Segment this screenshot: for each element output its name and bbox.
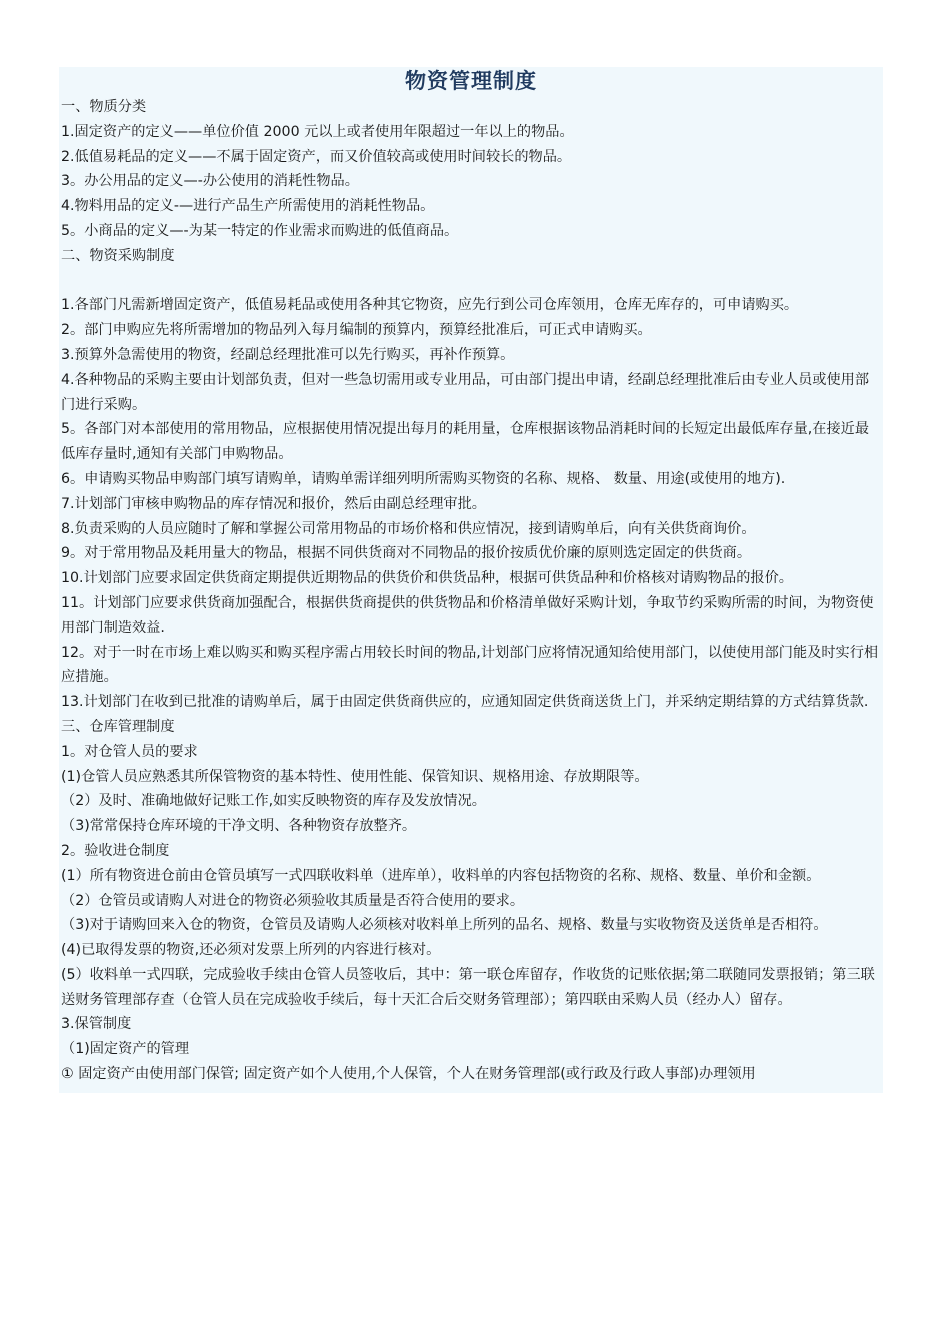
paragraph: 1。对仓管人员的要求 xyxy=(61,743,198,760)
paragraph: 6。申请购买物品申购部门填写请购单，请购单需详细列明所需购买物资的名称、规格、 数量、用途(或使用的地方). xyxy=(61,470,786,487)
document-body xyxy=(59,67,883,1093)
paragraph: （2）及时、准确地做好记账工作,如实反映物资的库存及发放情况。 xyxy=(61,793,486,810)
paragraph-section-2-heading: 二、物资采购制度 xyxy=(61,247,175,264)
paragraph: （1)固定资产的管理 xyxy=(61,1041,190,1058)
paragraph: 5。小商品的定义—-为某一特定的作业需求而购进的低值商品。 xyxy=(61,222,459,239)
paragraph: (1)仓管人员应熟悉其所保管物资的基本特性、使用性能、保管知识、规格用途、存放期限等。 xyxy=(61,768,649,785)
blank-line xyxy=(59,269,883,294)
paragraph: 2.低值易耗品的定义——不属于固定资产，而又价值较高或使用时间较长的物品。 xyxy=(61,148,572,165)
paragraph: ① 固定资产由使用部门保管; 固定资产如个人使用,个人保管，个人在财务管理部(或行政及行政人事部)办理领用 xyxy=(61,1066,756,1083)
paragraph: 7.计划部门审核申购物品的库存情况和报价，然后由副总经理审批。 xyxy=(61,495,486,512)
paragraph: 2。验收进仓制度 xyxy=(61,842,170,859)
paragraph: （3)常常保持仓库环境的干净文明、各种物资存放整齐。 xyxy=(61,818,417,835)
paragraph-section-3-heading: 三、仓库管理制度 xyxy=(61,718,175,735)
paragraph: 11。计划部门应要求供货商加强配合，根据供货商提供的供货物品和价格清单做好采购计划，争取节约采购所需的时间，为物资使用部门制造效益. xyxy=(61,594,874,636)
paragraph: 3.保管制度 xyxy=(61,1016,132,1033)
paragraph-section-1-heading: 一、物质分类 xyxy=(61,99,147,115)
paragraph: 3.预算外急需使用的物资，经副总经理批准可以先行购买，再补作预算。 xyxy=(61,346,515,363)
paragraph: 8.负责采购的人员应随时了解和掌握公司常用物品的市场价格和供应情况，接到请购单后，向有关供货商询价。 xyxy=(61,520,756,537)
paragraph: (1）所有物资进仓前由仓管员填写一式四联收料单（进库单），收料单的内容包括物资的名称、规格、数量、单价和金额。 xyxy=(61,867,821,884)
paragraph: 4.各种物品的采购主要由计划部负责，但对一些急切需用或专业用品，可由部门提出申请，经副总经理批准后由专业人员或使用部门进行采购。 xyxy=(61,371,870,413)
paragraph: 1.各部门凡需新增固定资产，低值易耗品或使用各种其它物资，应先行到公司仓库领用，仓库无库存的，可申请购买。 xyxy=(61,297,799,314)
paragraph: (4)已取得发票的物资,还必须对发票上所列的内容进行核对。 xyxy=(61,942,441,959)
paragraph: 9。对于常用物品及耗用量大的物品，根据不同供货商对不同物品的报价按质优价廉的原则选定固定的供货商。 xyxy=(61,545,752,562)
paragraph: 13.计划部门在收到已批准的请购单后，属于由固定供货商供应的，应通知固定供货商送货上门，并采纳定期结算的方式结算货款. xyxy=(61,694,869,711)
paragraph: 10.计划部门应要求固定供货商定期提供近期物品的供货价和供货品种，根据可供货品种和价格核对请购物品的报价。 xyxy=(61,570,793,587)
paragraph: (5）收料单一式四联，完成验收手续由仓管人员签收后，其中：第一联仓库留存，作收货的记账依据;第二联随同发票报销；第三联送财务管理部存查（仓管人员在完成验收手续后，每十天汇合后交财务管理部）；第四联由采购人员（经办人）留存。 xyxy=(61,966,875,1008)
document-lines xyxy=(59,95,883,1087)
document-title: 物资管理制度 xyxy=(405,69,537,93)
paragraph: 3。办公用品的定义—-办公使用的消耗性物品。 xyxy=(61,173,359,190)
paragraph: 1.固定资产的定义——单位价值 2000 元以上或者使用年限超过一年以上的物品。 xyxy=(61,123,574,140)
paragraph: （3)对于请购回来入仓的物资，仓管员及请购人必须核对收料单上所列的品名、规格、数量与实收物资及送货单是否相符。 xyxy=(61,917,828,934)
paragraph: 4.物料用品的定义-—进行产品生产所需使用的消耗性物品。 xyxy=(61,198,435,215)
paragraph: 2。部门申购应先将所需增加的物品列入每月编制的预算内，预算经批准后，可正式申请购买。 xyxy=(61,322,652,339)
paragraph: 5。各部门对本部使用的常用物品，应根据使用情况提出每月的耗用量，仓库根据该物品消耗时间的长短定出最低库存量,在接近最低库存量时,通知有关部门申购物品。 xyxy=(61,421,870,463)
paragraph: （2）仓管员或请购人对进仓的物资必须验收其质量是否符合使用的要求。 xyxy=(61,892,525,909)
paragraph: 12。对于一时在市场上难以购买和购买程序需占用较长时间的物品,计划部门应将情况通知给使用部门，以使使用部门能及时实行相应措施。 xyxy=(61,644,879,686)
